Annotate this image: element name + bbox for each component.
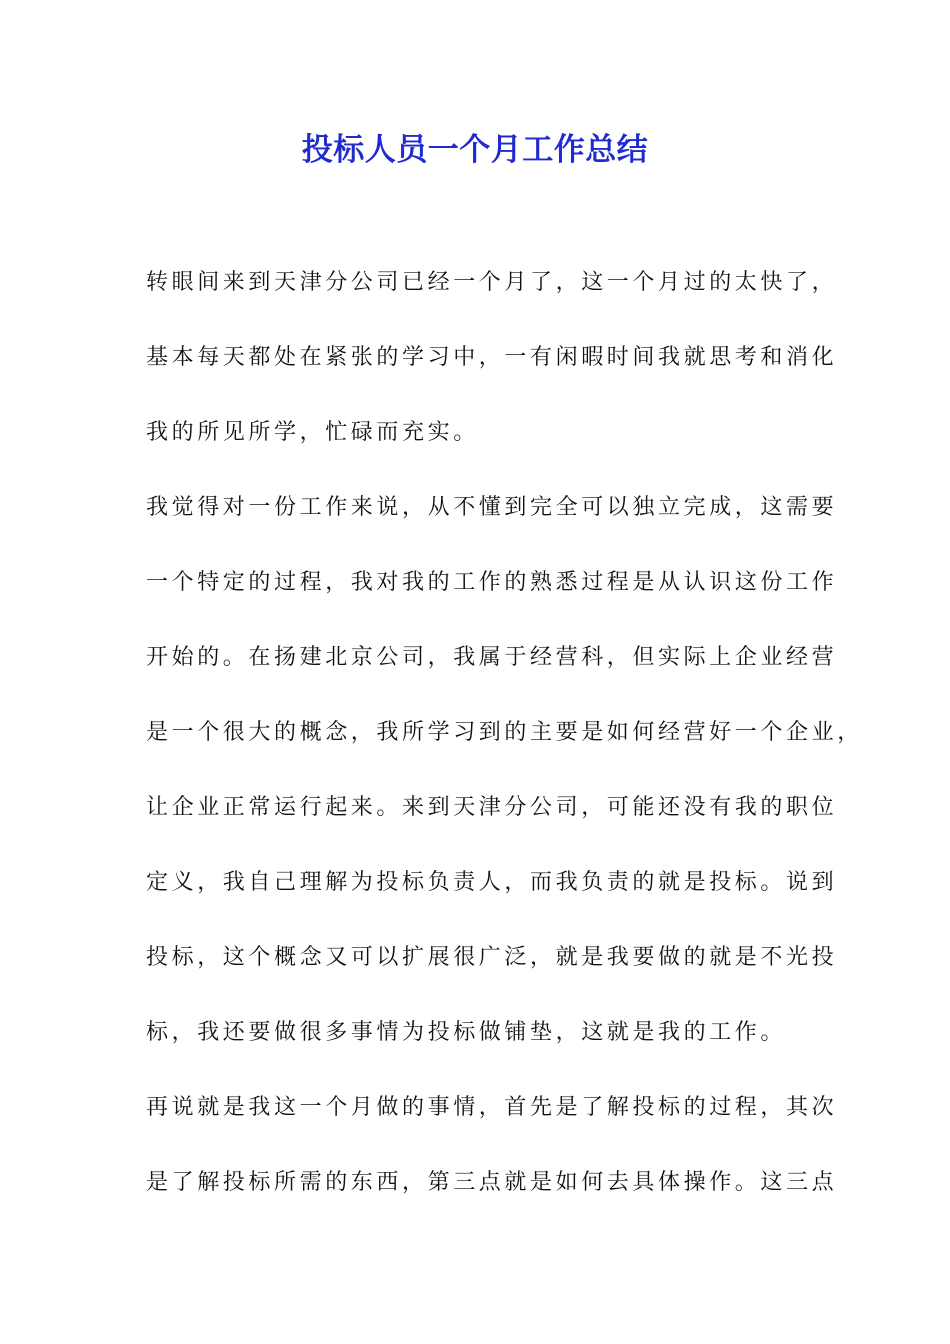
paragraph-line: 我的所见所学，忙碌而充实。: [146, 420, 479, 445]
paragraph-line: 再说就是我这一个月做的事情，首先是了解投标的过程，其次: [146, 1095, 838, 1120]
paragraph-line: 定义，我自己理解为投标负责人，而我负责的就是投标。说到: [146, 870, 838, 895]
paragraph-line: 我觉得对一份工作来说，从不懂到完全可以独立完成，这需要: [146, 495, 838, 520]
document-title: 投标人员一个月工作总结: [301, 132, 649, 168]
paragraph-line: 基本每天都处在紧张的学习中，一有闲暇时间我就思考和消化: [146, 345, 838, 370]
paragraph-line: 是一个很大的概念，我所学习到的主要是如何经营好一个企业，: [146, 720, 863, 745]
paragraph-line: 是了解投标所需的东西，第三点就是如何去具体操作。这三点: [146, 1170, 838, 1195]
paragraph-line: 让企业正常运行起来。来到天津分公司，可能还没有我的职位: [146, 795, 838, 820]
paragraph-line: 投标，这个概念又可以扩展很广泛，就是我要做的就是不光投: [146, 945, 838, 970]
paragraph-line: 转眼间来到天津分公司已经一个月了，这一个月过的太快了，: [146, 270, 838, 295]
paragraph-line: 标，我还要做很多事情为投标做铺垫，这就是我的工作。: [146, 1020, 787, 1045]
paragraph-line: 一个特定的过程，我对我的工作的熟悉过程是从认识这份工作: [146, 570, 838, 595]
paragraph-line: 开始的。在扬建北京公司，我属于经营科，但实际上企业经营: [146, 645, 838, 670]
